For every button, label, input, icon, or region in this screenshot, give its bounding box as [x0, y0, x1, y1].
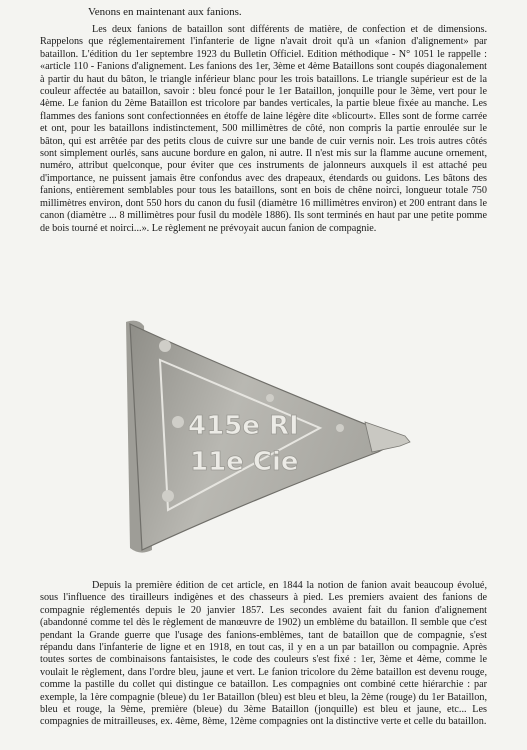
- pennant-label-company: 11e Cie: [190, 447, 299, 477]
- pennant-photo: [60, 300, 470, 570]
- section-heading: Venons en maintenant aux fanions.: [88, 6, 242, 18]
- pennant-illustration: [60, 300, 470, 570]
- paragraph-history: Depuis la première édition de cet article, en 1844 la notion de fanion avait beaucoup évolué, sous l'influence des tirailleurs indigènes et des chasseurs à pied. Les premiers avaient des fanions de compagnie réglementés depuis le 20 janvier 1857. Les secondes avaient fait du fanion d'alignement (abandonné comme tel dès le règlement de manœuvre de 1902) un emblème du bataillon. Il semble que c'est pendant la Grande guerre que l'usage des fanions-emblèmes, tant de bataillon que de compagnie, s'est répandu dans l'infanterie de ligne et en 1918, en tout cas, il y en a un par bataillon ou compagnie. Après toutes sortes de combinaisons fantaisistes, le code des couleurs s'est fixé : 1er, 3ème et 4ème, comme le voulait le règlement, dans l'ordre bleu, jaune et vert. Le fanion tricolore du 2ème bataillon est devenu rouge, comme la pastille du collet qui distingue ce bataillon. Les compagnies ont combiné cette hiérarchie : par exemple, la 1ère compagnie (bleue) du 1er Bataillon (bleu) est bleu et bleu, la 2ème (rouge) du 1er Bataillon, bleu et rouge, la 9ème, première (bleue) du 3ème Bataillon (jonquille) est bleu et jaune, etc... Les compagnies de mitrailleuses, ex. 4ème, 8ème, 12ème compagnies ont la distinctive verte et celle du bataillon.: [40, 580, 487, 728]
- pennant-label-regiment: 415e RI: [188, 411, 299, 441]
- paragraph-regulation: Les deux fanions de bataillon sont différents de matière, de confection et de dimensions. Rappelons que réglementairement l'infanterie de ligne n'avait droit qu'à un «fanion d'alignement» par bataillon. L'édition du 1er septembre 1923 du Bulletin Officiel. Edition méthodique - N° 1051 le rappelle : «article 110 - Fanions d'alignement. Les fanions des 1er, 3ème et 4ème Bataillons sont coupés diagonalement à partir du haut du bâton, le triangle inférieur blanc pour les trois bataillons. Le triangle supérieur est de la couleur affectée au bataillon, savoir : bleu foncé pour le 1er Bataillon, jonquille pour le 3ème, vert pour le 4ème. Le fanion du 2ème Bataillon est tricolore par bandes verticales, la partie bleue fixée au manche. Les flammes des fanions sont confectionnées en étoffe de laine légère dite «blicourt». Elles sont de forme carrée et ont, pour les bataillons indistinctement, 500 millimètres de côté, non compris la partie enroulée sur le bâton, qui est arrêtée par des petits clous de cuivre sur une bande de cuir vernis noir. Les trois autres côtés sont simplement ourlés, sans aucune bordure en galon, ni autre. Il n'est mis sur la flamme aucune ornement, numéro, attribut quelconque, pour éviter que ces instruments de jalonneurs auxquels il est attaché peu d'importance, ne puissent jamais être confondus avec des drapeaux, étendards ou guidons. Les bâtons des fanions, entièrement semblables pour tous les bataillons, sont en bois de chêne noirci, longueur totale 750 millimètres environ, dont 550 hors du canon du fusil (diamètre 16 millimètres environ) et 200 entrant dans le canon (diamètre ... 8 millimètres pour fusil du modèle 1886). Ils sont terminés en haut par une petite pomme de bois tourné et noirci...». Le règlement ne prévoyait aucun fanion de compagnie.: [40, 24, 487, 234]
